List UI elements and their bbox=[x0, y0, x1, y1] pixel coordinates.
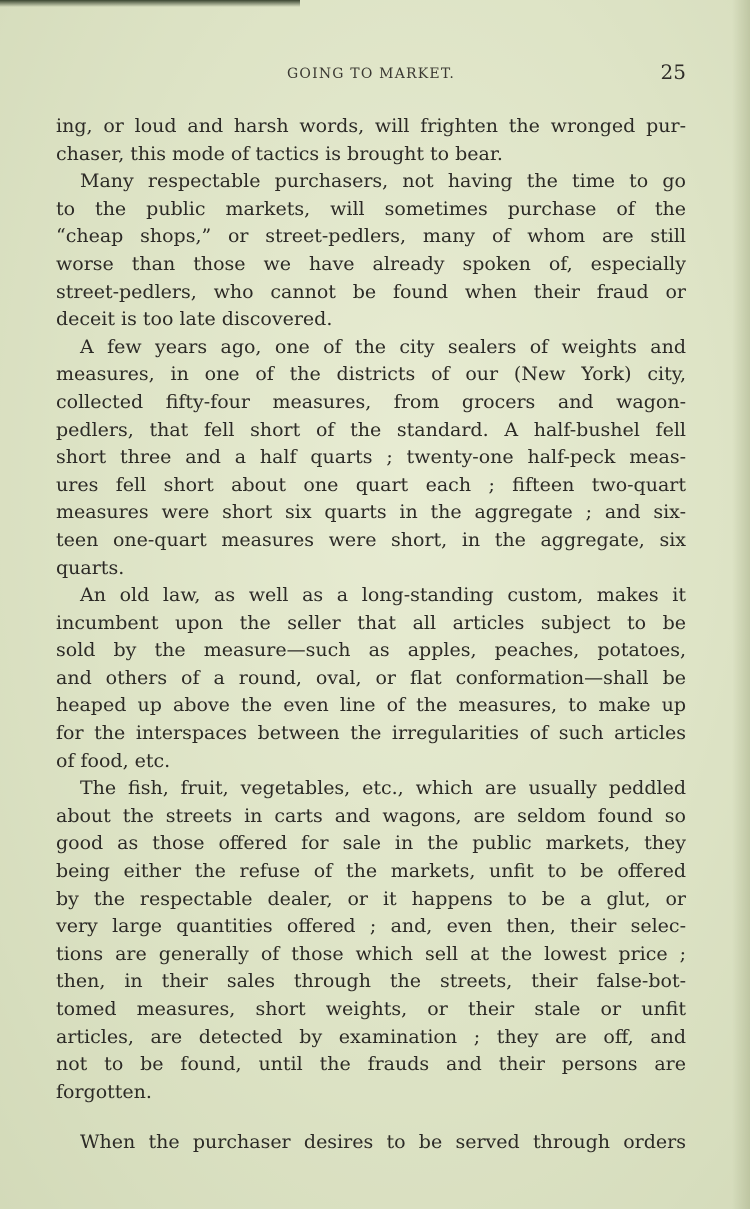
text-line: measures were short six quarts in the aggregate ; and six- bbox=[56, 501, 686, 524]
paragraph bbox=[56, 775, 686, 1106]
text-line: The fish, fruit, vegetables, etc., which are usually peddled bbox=[80, 777, 686, 800]
paragraph bbox=[56, 168, 686, 334]
text-line: and others of a round, oval, or flat conformation—shall be bbox=[56, 666, 686, 689]
text-line: articles, are detected by examination ; they are off, and bbox=[56, 1025, 686, 1048]
text-line: very large quantities offered ; and, even then, their selec- bbox=[56, 915, 686, 938]
page-top-shadow bbox=[0, 0, 300, 7]
text-line: street-pedlers, who cannot be found when their fraud or bbox=[56, 280, 686, 303]
paragraph bbox=[56, 582, 686, 775]
text-line: measures, in one of the districts of our (New York) city, bbox=[56, 363, 686, 386]
text-line: chaser, this mode of tactics is brought to bear. bbox=[56, 142, 503, 165]
text-line: ures fell short about one quart each ; fifteen two-quart bbox=[56, 473, 686, 496]
text-line: Many respectable purchasers, not having the time to go bbox=[80, 170, 686, 193]
body-text bbox=[56, 113, 686, 1106]
paragraph bbox=[56, 113, 686, 168]
text-line: tions are generally of those which sell at the lowest price ; bbox=[56, 942, 686, 965]
text-line: heaped up above the even line of the measures, to make up bbox=[56, 694, 686, 717]
text-line: deceit is too late discovered. bbox=[56, 308, 333, 331]
page-right-shadow bbox=[732, 0, 750, 1209]
text-line: to the public markets, will sometimes purchase of the bbox=[56, 197, 686, 220]
page-number: 25 bbox=[660, 60, 686, 84]
text-line: quarts. bbox=[56, 556, 125, 579]
text-line: of food, etc. bbox=[56, 749, 171, 772]
text-line: forgotten. bbox=[56, 1080, 152, 1103]
text-line: pedlers, that fell short of the standard. A half-bushel fell bbox=[56, 418, 686, 441]
final-paragraph-line: When the purchaser desires to be served through orders bbox=[80, 1131, 686, 1153]
text-line: being either the refuse of the markets, unfit to be offered bbox=[56, 860, 686, 883]
text-line: “cheap shops,” or street-pedlers, many of whom are still bbox=[56, 225, 686, 248]
text-line: incumbent upon the seller that all articles subject to be bbox=[56, 611, 686, 634]
text-line: worse than those we have already spoken of, especially bbox=[56, 252, 686, 275]
text-line: by the respectable dealer, or it happens to be a glut, or bbox=[56, 887, 686, 910]
text-line: teen one-quart measures were short, in the aggregate, six bbox=[56, 528, 686, 551]
text-line: not to be found, until the frauds and their persons are bbox=[56, 1053, 686, 1076]
text-line: A few years ago, one of the city sealers of weights and bbox=[80, 335, 686, 358]
text-line: for the interspaces between the irregularities of such articles bbox=[56, 722, 686, 745]
text-line: collected fifty-four measures, from grocers and wagon- bbox=[56, 390, 686, 413]
paragraph bbox=[56, 334, 686, 582]
text-line: sold by the measure—such as apples, peaches, potatoes, bbox=[56, 639, 686, 662]
text-line: ing, or loud and harsh words, will frighten the wronged pur- bbox=[56, 115, 686, 137]
running-header bbox=[56, 60, 686, 86]
text-line: about the streets in carts and wagons, are seldom found so bbox=[56, 804, 686, 827]
text-line: then, in their sales through the streets, their false-bot- bbox=[56, 970, 686, 993]
text-line: tomed measures, short weights, or their stale or unfit bbox=[56, 998, 686, 1020]
text-line: An old law, as well as a long-standing custom, makes it bbox=[80, 584, 686, 607]
running-title: GOING TO MARKET. bbox=[287, 66, 455, 82]
text-line: short three and a half quarts ; twenty-one half-peck meas- bbox=[56, 446, 686, 469]
text-line: good as those offered for sale in the public markets, they bbox=[56, 832, 686, 855]
